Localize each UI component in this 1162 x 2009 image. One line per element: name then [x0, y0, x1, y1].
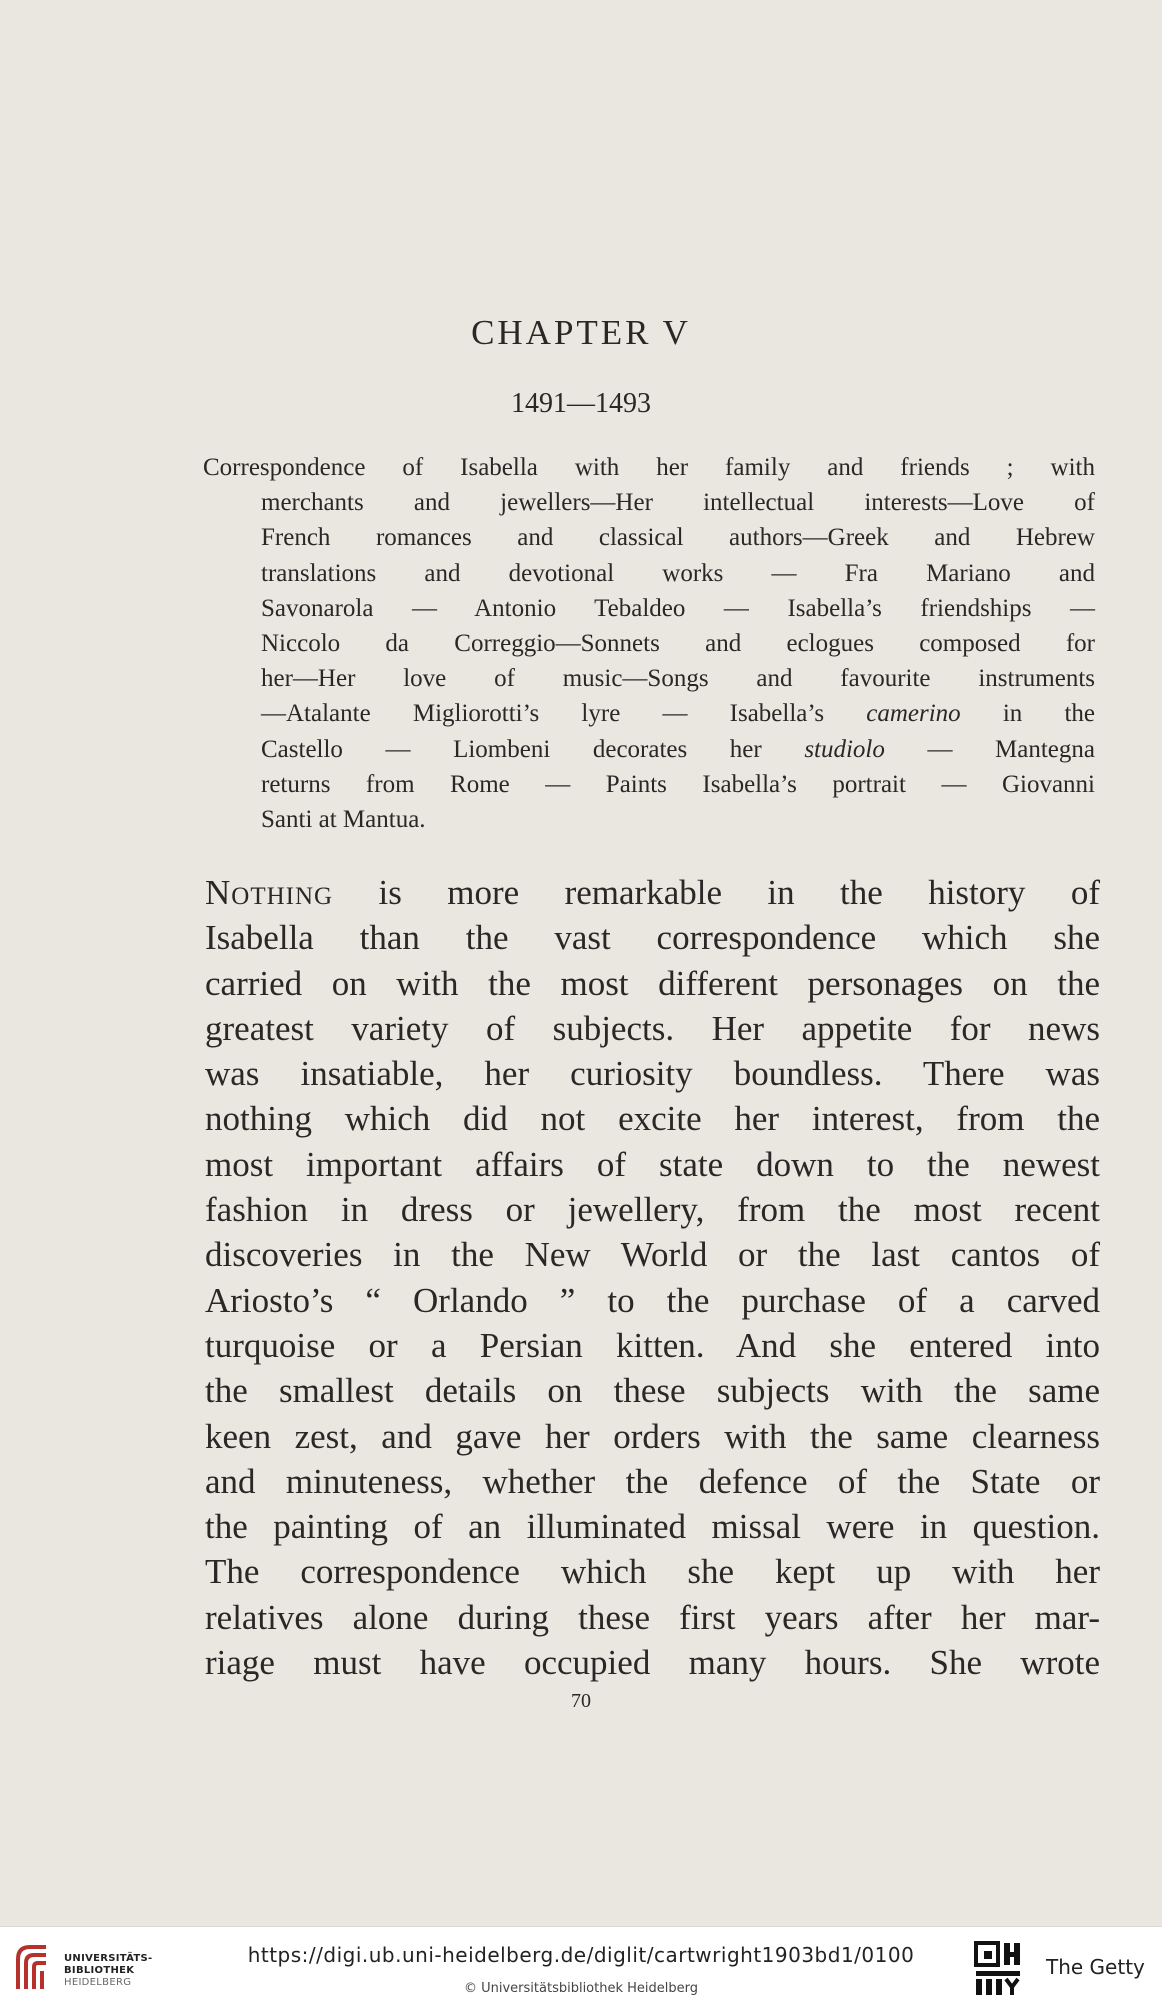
- summary-line: returns from Rome — Paints Isabella’s portrait — Giovanni: [261, 770, 1095, 798]
- summary-line: merchants and jewellers—Her intellectual interests—Love of: [261, 489, 1095, 517]
- body-line: greatest variety of subjects. Her appetite for news: [205, 1008, 1100, 1048]
- summary-line: Savonarola — Antonio Tebaldeo — Isabella’s friendships —: [261, 594, 1095, 622]
- copyright-notice: © Universitätsbibliothek Heidelberg: [463, 1981, 698, 1996]
- body-line: Ariosto’s “ Orlando ” to the purchase of a carved: [205, 1280, 1100, 1320]
- opening-word: Nothing: [205, 873, 334, 912]
- chapter-summary: [203, 450, 1095, 837]
- body-line: fashion in dress or jewellery, from the most recent: [205, 1190, 1100, 1230]
- uni-name-line: BIBLIOTHEK: [64, 1965, 135, 1976]
- body-line: keen zest, and gave her orders with the same clearness: [205, 1416, 1100, 1456]
- body-text: [205, 870, 1100, 1685]
- getty-logo-icon: [974, 1939, 1030, 1999]
- summary-line: Niccolo da Correggio—Sonnets and eclogues composed for: [261, 630, 1095, 658]
- body-line: carried on with the most different personages on the: [205, 963, 1100, 1003]
- summary-line-tail: in the: [960, 700, 1095, 728]
- body-line: Isabella than the vast correspondence which she: [205, 918, 1100, 958]
- summary-line: her—Her love of music—Songs and favourite instruments: [261, 665, 1095, 693]
- summary-line-tail: — Mantegna: [884, 735, 1095, 763]
- summary-line: [261, 696, 1095, 731]
- body-line-rest: is more remarkable in the history of: [333, 873, 1100, 912]
- permalink-url[interactable]: https://digi.ub.uni-heidelberg.de/diglit/cartwright1903bd1/0100: [247, 1943, 915, 1967]
- getty-logo-link[interactable]: [974, 1939, 1030, 1999]
- body-line: The correspondence which she kept up with her: [205, 1552, 1100, 1592]
- summary-line: French romances and classical authors—Greek and Hebrew: [261, 524, 1095, 552]
- body-line: relatives alone during these first years after her mar-: [205, 1597, 1100, 1637]
- page-number: 70: [571, 1690, 591, 1712]
- body-line: and minuteness, whether the defence of the State or: [205, 1461, 1100, 1501]
- uni-name-line: HEIDELBERG: [64, 1977, 132, 1988]
- summary-line: Santi at Mantua.: [261, 806, 426, 834]
- body-line: turquoise or a Persian kitten. And she entered into: [205, 1325, 1100, 1365]
- uni-name-line: UNIVERSITÄTS-: [64, 1953, 153, 1964]
- body-line: nothing which did not excite her interest, from the: [205, 1099, 1100, 1139]
- getty-name: The Getty: [1046, 1955, 1145, 1979]
- body-line: discoveries in the New World or the last cantos of: [205, 1235, 1100, 1275]
- summary-line: translations and devotional works — Fra Mariano and: [261, 559, 1095, 587]
- summary-line-text: —Atalante Migliorotti’s lyre — Isabella’s: [261, 700, 825, 728]
- viewer-footer: [0, 1926, 1162, 2009]
- body-line: riage must have occupied many hours. She wrote: [205, 1643, 1100, 1683]
- body-line: was insatiable, her curiosity boundless. There was: [205, 1054, 1100, 1094]
- summary-italic-studiolo: studiolo: [804, 735, 885, 763]
- summary-line-text: Castello — Liombeni decorates her: [261, 735, 762, 763]
- summary-italic-camerino: camerino: [866, 700, 961, 728]
- chapter-years: 1491—1493: [511, 388, 651, 419]
- body-line: most important affairs of state down to the newest: [205, 1144, 1100, 1184]
- body-line: [205, 870, 1100, 915]
- body-line: the painting of an illuminated missal were in question.: [205, 1507, 1100, 1547]
- summary-line: [261, 732, 1095, 767]
- summary-line: Correspondence of Isabella with her family and friends ; with: [203, 454, 1095, 481]
- chapter-title: CHAPTER V: [471, 313, 691, 352]
- body-line: the smallest details on these subjects with the same: [205, 1371, 1100, 1411]
